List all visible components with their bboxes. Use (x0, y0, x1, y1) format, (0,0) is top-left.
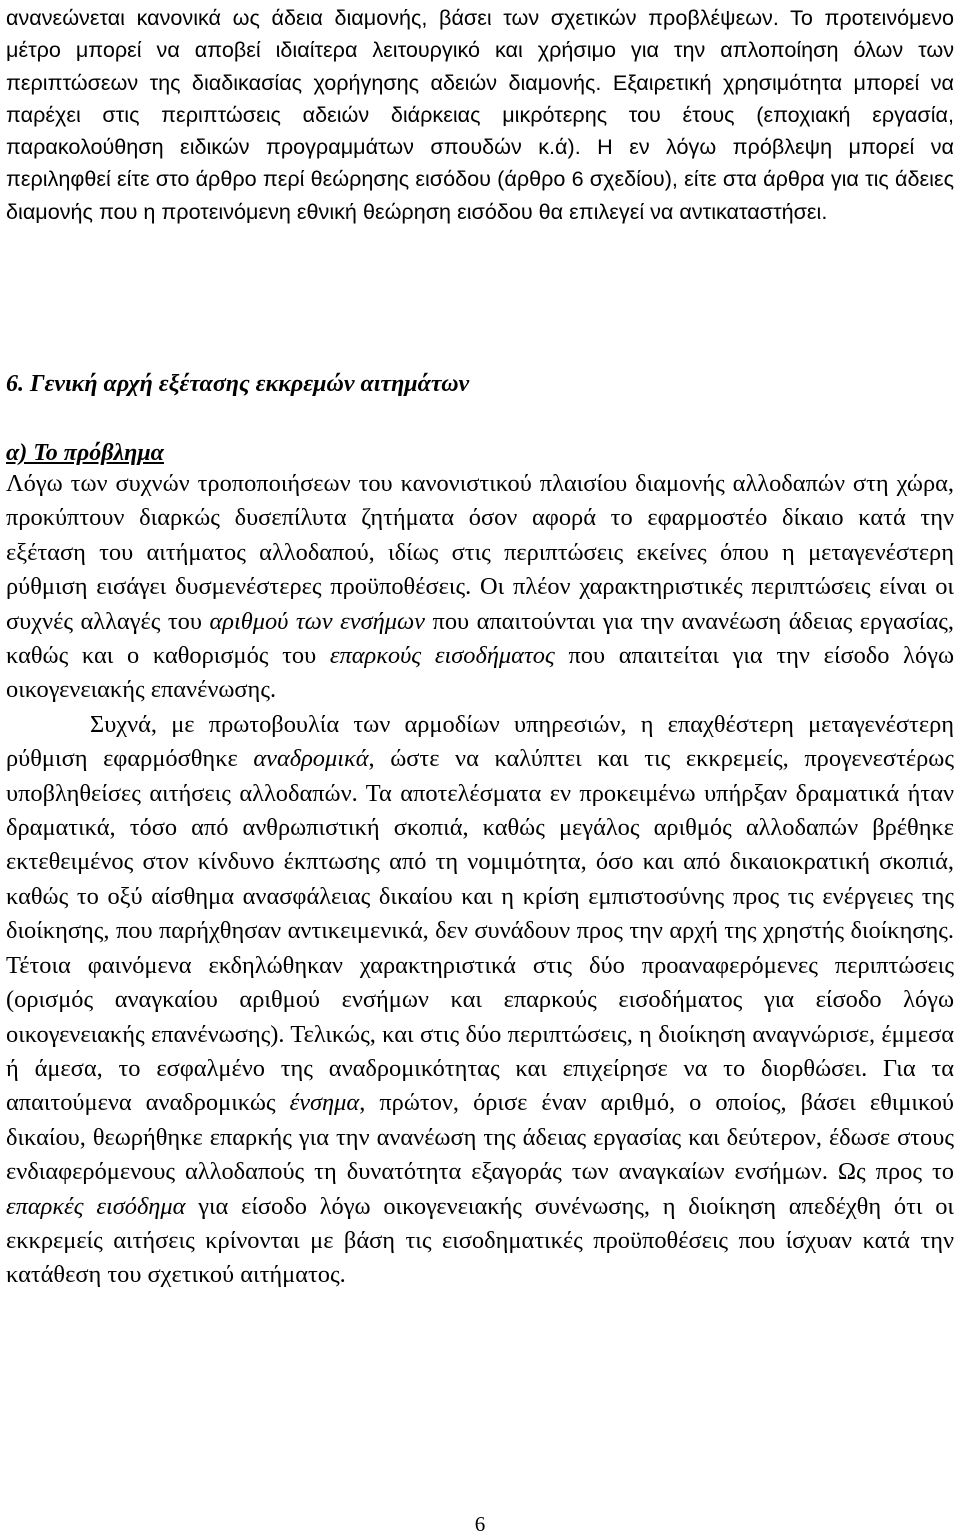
emphasis-income: επαρκούς εισοδήματος (329, 642, 555, 670)
section-heading: 6. Γενική αρχή εξέτασης εκκρεμών αιτημάτων (6, 371, 470, 397)
intro-paragraph: ανανεώνεται κανονικά ως άδεια διαμονής, βάσει των σχετικών προβλέψεων. Το προτεινόμενο μέτρο μπορεί να αποβεί ιδιαίτερα λειτουργικό και χρήσιμο για την απλοποίηση όλων των περιπτώσεων της διαδικασίας χορήγησης αδειών διαμονής. Εξαιρετική χρησιμότητα μπορεί να παρέχει στις περιπτώσεις αδειών διάρκειας μικρότερης του έτους (εποχιακή εργασία, παρακολούθηση ειδικών προγραμμάτων σπουδών κ.ά). Η εν λόγω πρόβλεψη μπορεί να περιληφθεί είτε στο άρθρο περί θεώρησης εισόδου (άρθρο 6 σχεδίου), είτε στα άρθρα για τις άδειες διαμονής που η προτεινόμενη εθνική θεώρηση εισόδου θα επιλεγεί να αντικαταστήσει. (6, 5, 954, 224)
emphasis-sufficient-income: επαρκές εισόδημα (6, 1192, 186, 1220)
emphasis-retroactive: αναδρομικά (253, 745, 369, 773)
body-paragraph-1: Λόγω των συχνών τροποποιήσεων του κανονιστικού πλαισίου διαμονής αλλοδαπών στη χώρα, προκύπτουν διαρκώς δυσεπίλυτα ζητήματα όσον αφορά το εφαρμοστέο δίκαιο κατά την εξέταση του αιτήματος αλλοδαπού, ιδίως στις περιπτώσεις εκείνες όπου η μεταγενέστερη ρύθμιση εισάγει δυσμενέστερες προϋποθέσεις. Οι πλέον χαρακτηριστικές περιπτώσεις είναι οι συχνές αλλαγές του αριθμού των ενσήμων που απαιτούνται για την ανανέωση άδειας εργασίας, καθώς και ο καθορισμός του επαρκούς εισοδήματος που απαιτείται για την είσοδο λόγω οικογενειακής επανένωσης. (6, 470, 955, 704)
page-number: 6 (474, 1512, 486, 1536)
document-page (6, 0, 955, 1289)
body-text (6, 467, 954, 1293)
subheading: α) Το πρόβλημα (6, 440, 164, 466)
emphasis-stamps-2: ένσημα (289, 1089, 360, 1117)
body-paragraph-2: Συχνά, με πρωτοβουλία των αρμοδίων υπηρεσιών, η επαχθέστερη μεταγενέστερη ρύθμιση εφαρμόσθηκε αναδρομικά, ώστε να καλύπτει και τις εκκρεμείς, προγενεστέρως υποβληθείσες αιτήσεις αλλοδαπών. Τα αποτελέσματα εν προκειμένω υπήρξαν δραματικά ήταν δραματικά, τόσο από ανθρωπιστική σκοπιά, καθώς μεγάλος αριθμός αλλοδαπών βρέθηκε εκτεθειμένος στον κίνδυνο έκπτωσης από τη νομιμότητα, όσο και από δικαιοκρατική σκοπιά, καθώς το οξύ αίσθημα ανασφάλειας δικαίου και η κρίση εμπιστοσύνης προς τις ενέργειες της διοίκησης, που παρήχθησαν αντικειμενικά, δεν συνάδουν προς την αρχή της χρηστής διοίκησης. Τέτοια φαινόμενα εκδηλώθηκαν χαρακτηριστικά στις δύο προαναφερόμενες περιπτώσεις (ορισμός αναγκαίου αριθμού ενσήμων και επαρκούς εισοδήματος για είσοδο λόγω οικογενειακής επανένωσης). Τελικώς, και στις δύο περιπτώσεις, η διοίκηση αναγνώρισε, έμμεσα ή άμεσα, το εσφαλμένο της αναδρομικότητας και επιχείρησε να το διορθώσει. Για τα απαιτούμενα αναδρομικώς ένσημα, πρώτον, όρισε έναν αριθμό, ο οποίος, βάσει εθιμικού δικαίου, θεωρήθηκε επαρκής για την ανανέωση της άδειας εργασίας και δεύτερον, έδωσε στους ενδιαφερόμενους αλλοδαπούς τη δυνατότητα εξαγοράς των αναγκαίων ενσήμων. Ως προς το επαρκές εισόδημα για είσοδο λόγω οικογενειακής συνένωσης, η διοίκηση απεδέχθη ότι οι εκκρεμείς αιτήσεις κρίνονται με βάση τις εισοδηματικές προϋποθέσεις που ίσχυαν κατά την κατάθεση του σχετικού αιτήματος. (6, 710, 954, 1289)
emphasis-stamps: αριθμού των ενσήμων (209, 607, 425, 635)
